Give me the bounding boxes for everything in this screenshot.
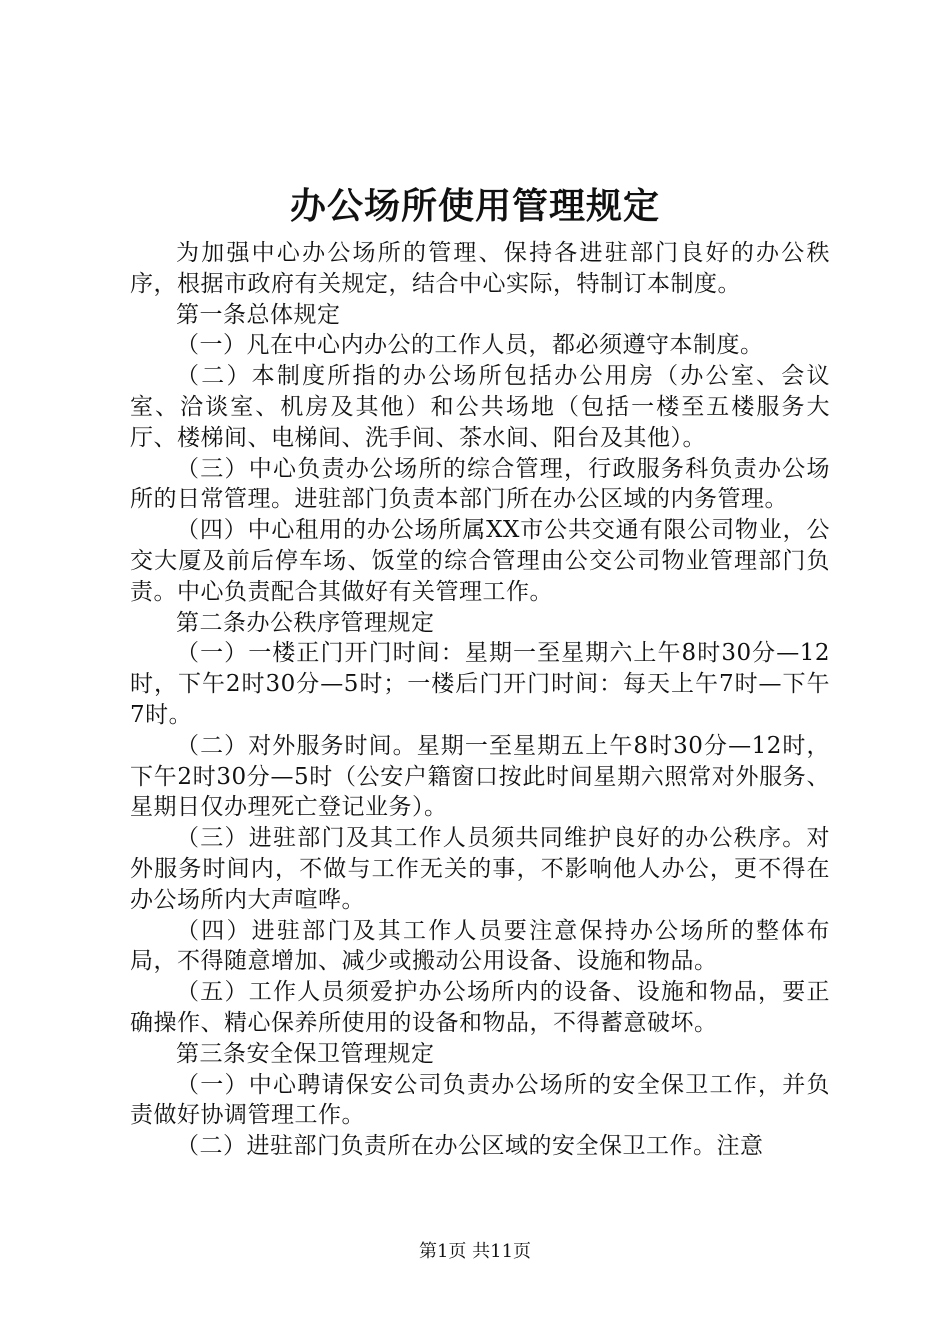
paragraph-intro: 为加强中心办公场所的管理、保持各进驻部门良好的办公秩序，根据市政府有关规定，结合中心实际，特制订本制度。: [130, 240, 830, 297]
paragraph: （三）进驻部门及其工作人员须共同维护良好的办公秩序。对外服务时间内，不做与工作无关的事，不影响他人办公，更不得在办公场所内大声喧哗。: [130, 825, 830, 913]
paragraph: （五）工作人员须爱护办公场所内的设备、设施和物品，要正确操作、精心保养所使用的设备和物品，不得蓄意破坏。: [130, 979, 830, 1036]
paragraph: （一）一楼正门开门时间：星期一至星期六上午8时30分—12时，下午2时30分—5时；一楼后门开门时间：每天上午7时—下午7时。: [130, 640, 830, 728]
paragraph: （二）进驻部门负责所在办公区域的安全保卫工作。注意: [176, 1133, 764, 1160]
paragraph: （四）中心租用的办公场所属XX市公共交通有限公司物业，公交大厦及前后停车场、饭堂的综合管理由公交公司物业管理部门负责。中心负责配合其做好有关管理工作。: [130, 517, 830, 605]
paragraph: （二）对外服务时间。星期一至星期五上午8时30分—12时，下午2时30分—5时（公安户籍窗口按此时间星期六照常对外服务、星期日仅办理死亡登记业务）。: [130, 732, 830, 821]
paragraph: （四）进驻部门及其工作人员要注意保持办公场所的整体布局，不得随意增加、减少或搬动公用设备、设施和物品。: [130, 917, 830, 975]
page-number-footer: 第1页 共11页: [418, 1241, 532, 1262]
paragraph: （三）中心负责办公场所的综合管理，行政服务科负责办公场所的日常管理。进驻部门负责本部门所在办公区域的内务管理。: [130, 455, 830, 513]
document-title: 办公场所使用管理规定: [289, 186, 660, 227]
section-heading-1: 第一条总体规定: [176, 301, 341, 328]
section-heading-3: 第三条安全保卫管理规定: [176, 1040, 435, 1067]
section-heading-2: 第二条办公秩序管理规定: [176, 609, 435, 636]
paragraph: （二）本制度所指的办公场所包括办公用房（办公室、会议室、洽谈室、机房及其他）和公共场地（包括一楼至五楼服务大厅、楼梯间、电梯间、洗手间、茶水间、阳台及其他）。: [130, 363, 830, 451]
document-body: [130, 238, 830, 1162]
paragraph: （一）中心聘请保安公司负责办公场所的安全保卫工作，并负责做好协调管理工作。: [130, 1071, 830, 1129]
paragraph: （一）凡在中心内办公的工作人员，都必须遵守本制度。: [176, 332, 764, 359]
